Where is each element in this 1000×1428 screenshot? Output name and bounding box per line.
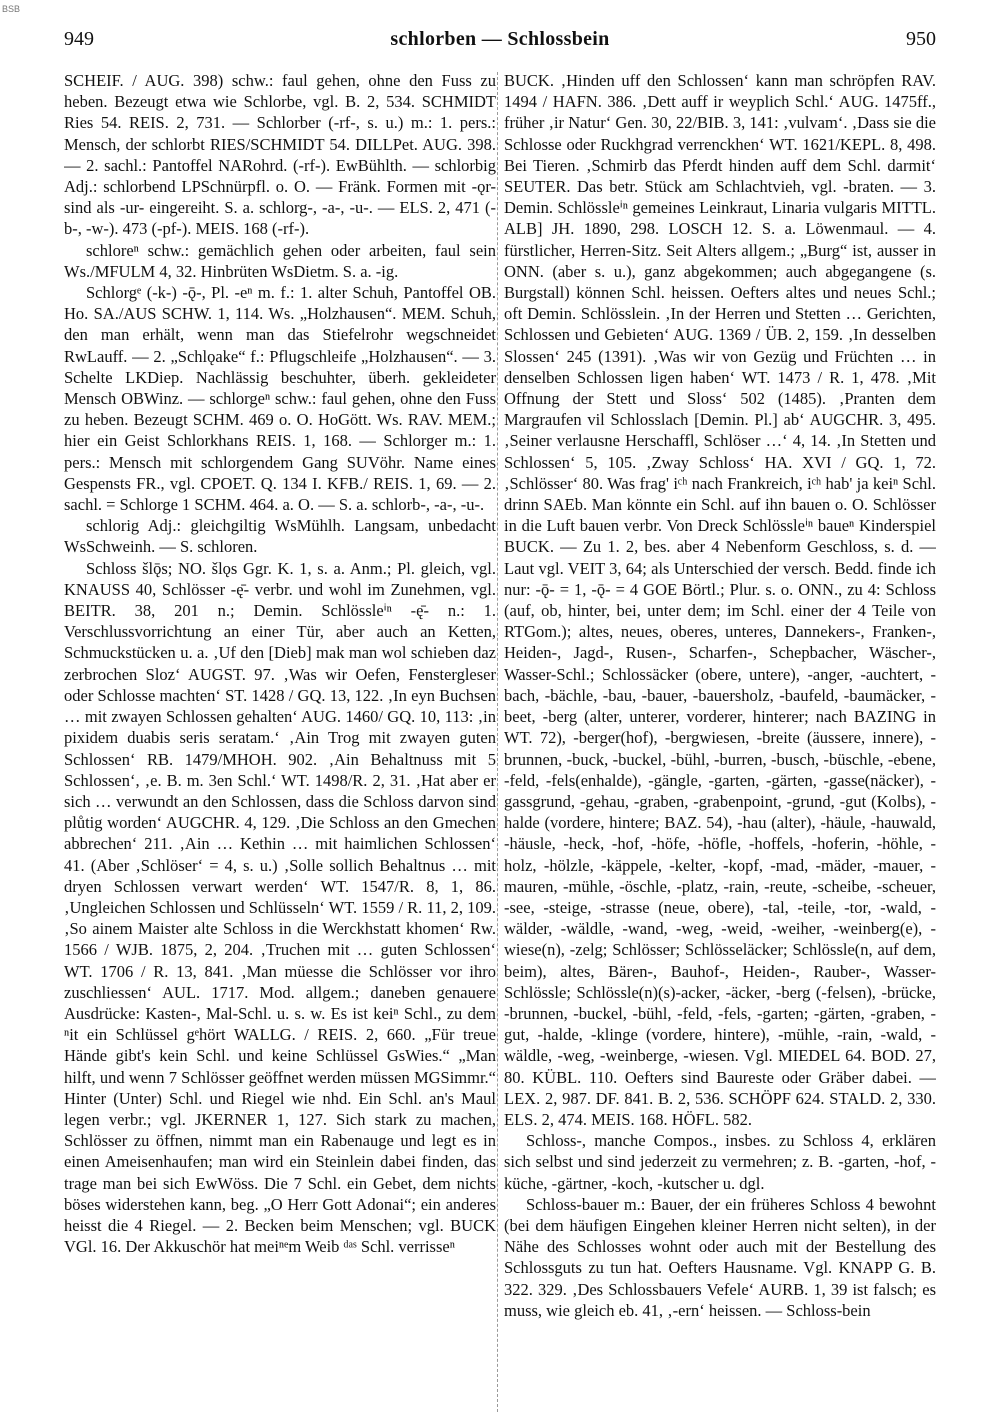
entry-schloren: schloreⁿ schw.: gemächlich gehen oder arbeiten, faul sein Ws./MFULM 4, 32. Hinbrüten WsDietm. S. a. -ig. [64, 240, 496, 281]
entry-continuation-schlorben: SCHEIF. / AUG. 398) schw.: faul gehen, ohne den Fuss zu heben. Bezeugt etwa wie Schlorbe, vgl. B. 2, 534. SCHMIDT Ries 54. REIS. 2, 731. — Schlorber (-rf-, s. u.) m.: 1. pers.: Mensch, der schlorbt RIES/SCHMIDT 54. DILLPet. AUG. 398. — 2. sachl.: Pantoffel NARohrd. (-rf-). EwBühlth. — schlorbig Adj.: schlorbend LPSchnürpfl. o. O. — Fränk. Formen mit -ǫr- sind als -ur- eingereiht. S. a. schlorg-, -a-, -u-. — ELS. 2, 471 (-b-, -w-). 473 (-pf-). MEIS. 168 (-rf-). [64, 71, 496, 239]
right-column [504, 70, 936, 1420]
entry-schloss: Schloss šlǭs; NO. šlǫs Ggr. K. 1, s. a. Anm.; Pl. gleich, vgl. KNAUSS 40, Schlösser -ę̄- verbr. und wohl im Zunehmen, vgl. BEITR. 38, 201 n.; Demin. Schlössleⁱⁿ -ę̄- n.: 1. Verschlussvorrichtung an einer Tür, aber auch an Ketten, Schmuckstücken u. a. ‚Uf den [Dieb] mak man wol schieben daz zerbrochen Sloz‘ AUGST. 97. ‚Was wir Oefen, Fenstergleser oder Schlosse machten‘ ST. 1428 / GQ. 13, 122. ‚In eyn Buchsen … mit zwayen Schlossen gehalten‘ AUG. 1460/ GQ. 10, 113: ‚in pixidem duabis seris seratam.‘ ‚Ain Trog mit zwayen guten Schlossen‘ RB. 1479/MHOH. 902. ‚Ain Behaltnuss mit 5 Schlossen‘, ‚e. B. m. 3en Schl.‘ WT. 1498/R. 2, 31. ‚Hat aber er sich … verwundt an den Schlossen, dass die Schloss darvon sind plůtig worden‘ AUGCHR. 4, 129. ‚Die Schloss an den Gmechen abbrechen‘ 211. ‚Ain … Kethin … mit haimlichen Schlossen‘ 41. (Aber ‚Schlöser‘ = 4, s. u.) ‚Solle sollich Behaltnus … mit dryen Schlossen verwart werden‘ WT. 1547/R. 8, 1, 86. ‚Ungleichen Schlossen und Schlüsseln‘ WT. 1559 / R. 11, 2, 109. ‚So ainem Maister alte Schloss in die Werckhstatt khomen‘ Rw. 1566 / WJB. 1875, 2, 204. ‚Truchen mit … guten Schlossen‘ WT. 1706 / R. 13, 841. ‚Man müesse die Schlösser vor ihro zuschliessen‘ AUL. 1717. Mod. allgem.; daneben genauere Ausdrücke: Kasten-, Mal-Schl. u. s. w. Es ist keiⁿ Schl., zu dem ⁿit ein Schlüssel gᵉhört WALLG. / REIS. 2, 660. „Für treue Hände gibt's kein Schl. und keine Schlüssel GsWies.“ „Man hilft, und wenn 7 Schlösser geöffnet werden müssen MGSimmr.“ Hinter (Unter) Schl. und Riegel wie nhd. Ein Schl. an's Maul legen verbr.; vgl. JKERNER 1, 127. Sich stark zu machen, Schlösser zu öffnen, nimmt man ein Rabenauge und legt es in einen Ameisenhaufen; man wird ein Steinlein dabei finden, das trage man bei sich EwWöss. Die 7 Schl. ein Gebet, dem nichts böses widerstehen kann, beg. „O Herr Gott Adonai“; ein anderes heisst die 4 Riegel. — 2. Becken beim Menschen; vgl. BUCK VGl. 16. Der Akkuschör hat meiⁿᵉm Weib ᵈᵃˢ Schl. verrisseⁿ [64, 558, 496, 1257]
entry-schlorig: schlorig Adj.: gleichgiltig WsMühlh. Langsam, unbedacht WsSchweinh. — S. schloren. [64, 516, 496, 557]
entry-schlorge: Schlorgᵉ (-k-) -ǭ-, Pl. -eⁿ m. f.: 1. alter Schuh, Pantoffel OB. Ho. SA./AUS SCHW. 1, 114. Ws. „Holzhausen“. MEM. Schuh, den man erhält, wenn man das Stiefelrohr wegschneidet RwLauff. — 2. „Schlǫake“ f.: Pflugschleife „Holzhausen“. — 3. Schelte LKDiep. Nachlässig beschuhter, überh. gekleideter Mensch OBWinz. — schlorgeⁿ schw.: faul gehen, ohne den Fuss zu heben. Bezeugt SCHM. 469 o. O. HoGött. Ws. RAV. MEM.; hier ein Geist Schlorkhans REIS. 1, 168. — Schlorger m.: 1. pers.: Mensch mit schlorgendem Gang SUVöhr. Name eines Gespensts FR., vgl. CPOET. Q. 134 I. KFB./ REIS. 1, 69. — 2. sachl. = Schlorge 1 SCHM. 464. a. O. — S. a. schlorb-, -a-, -u-. [64, 283, 496, 515]
left-column [64, 70, 496, 1420]
page-number-left: 949 [64, 28, 94, 50]
column-divider [497, 72, 498, 1412]
running-title: schlorben — Schlossbein [390, 28, 610, 50]
entry-continuation-schloss: BUCK. ‚Hinden uff den Schlossen‘ kann man schröpfen RAV. 1494 / HAFN. 386. ‚Dett auff ir weyplich Schl.‘ AUG. 1475ff., früher ‚ir Natur‘ Gen. 30, 22/BIB. 3, 141: ‚vulvam‘. ‚Dass sie die Schlosse oder Ruckhgrad verrenckhen‘ WT. 1621/KEPL. 8, 498. Bei Tieren. ‚Schmirb das Pferdt hinden auff dem Schl. darmit‘ SEUTER. Das betr. Stück am Schlachtvieh, vgl. -braten. — 3. Demin. Schlössleⁱⁿ gemeines Leinkraut, Linaria vulgaris MITTL. ALB] JH. 1890, 298. LOSCH 12. S. a. Löwenmaul. — 4. fürstlicher, Herren-Sitz. Seit Alters allgem.; „Burg“ ist, ausser in ONN. (aber s. u.), ganz abgekommen; auch abgegangene (s. Burgstall) können Schl. heissen. Oefters altes und neues Schl.; oft Demin. Schlösslein. ‚In der Herren und Stetten … Gerichten, Schlossen und Gebieten‘ AUG. 1369 / ÜB. 2, 159. ‚In desselben Slossen‘ 245 (1391). ‚Was wir von Gezüg und Früchten … in denselben Schlossen ligen haben‘ WT. 1473 / R. 1, 478. ‚Mit Offnung der Stett und Sloss‘ 502 (1485). ‚Pranten dem Margraufen vil Schlosslach [Demin. Pl.] ab‘ AUGCHR. 3, 495. ‚Seiner verlausne Herschaffl, Schlöser …‘ 4, 14. ‚In Stetten und Schlossen‘ 5, 105. ‚Zway Schloss‘ HA. XVI / GQ. 1, 72. ‚Schlösser‘ 80. Was frag' iᶜʰ nach Frankreich, iᶜʰ hab' ja keiⁿ Schl. drinn SAEb. Man könnte ein Schl. auf ihn bauen o. O. Schlösser in die Luft bauen verbr. Von Dreck Schlössleⁱⁿ baueⁿ Kinderspiel BUCK. — Zu 1. 2, bes. aber 4 Nebenform Geschloss, s. d. — Laut vgl. VEIT 3, 64; als Unterschied der versch. Bedd. finde ich nur: -ǭ- = 1, -ǭ- = 4 GOE Börtl.; Plur. s. o. ONN., zu 4: Schloss (auf, ob, hinter, bei, unter dem; im Schl. einer der 4 Teile von RTGom.); altes, neues, oberes, unteres, Dannekers-, Franken-, Heiden-, Jagd-, Rusen-, Scharfen-, Schepbacher, Wäscher-, Wasser-Schl.; Schlossäcker (obere, untere), -anger, -auchtert, -bach, -bächle, -bau, -bauer, -bauersholz, -baufeld, -baumäcker, -beet, -berg (alter, unterer, vorderer, hinterer; nach BAZING in WT. 72), -berger(hof), -bergwiesen, -breite (äussere, innere), -brunnen, -buck, -buckel, -bühl, -burren, -busch, -büschle, -ebene, -feld, -fels(enhalde), -gängle, -garten, -gärten, -gasse(näcker), -gassgrund, -gehau, -graben, -grabenpoint, -grund, -gut (Kolbs), -halde (vordere, hintere; BAZ. 54), -hau (alter), -häule, -hauwald, -häusle, -heck, -hof, -höfe, -höfle, -hoffels, -hoferin, -höhle, -holz, -hölzle, -käppele, -kelter, -kopf, -mad, -mäder, -mauer, -mauren, -mühle, -öschle, -platz, -rain, -reute, -scheibe, -scheuer, -see, -steige, -strasse (neue, obere), -tal, -teile, -tor, -wald, -wälder, -wäldle, -wand, -weg, -weid, -weiher, -weinberg(e), -wiese(n), -zelg; Schlösser; Schlösseläcker; Schlössle(n, auf dem, beim), altes, Bären-, Bauhof-, Heiden-, Rauber-, Wasser-Schlössle; Schlössle(n)(s)-acker, -äcker, -berg (-felsen), -brücke, -brunnen, -buckel, -bühl, -feld, -fels, -garten; -gärten, -graben, -gut, -halde, -klinge (vordere, hintere), -mühle, -rain, -wald, -wäldle, -weg, -weinberge, -wiesen. Vgl. MIEDEL 64. BOD. 27, 80. KÜBL. 110. Oefters sind Baureste oder Gräber dabei. — LEX. 2, 987. DF. 841. B. 2, 536. SCHÖPF 624. STALD. 2, 330. ELS. 2, 474. MEIS. 168. HÖFL. 582. [504, 71, 936, 1129]
entry-schloss-compounds: Schloss-, manche Compos., insbes. zu Schloss 4, erklären sich selbst und sind jederzeit zu vermehren; z. B. -garten, -hof, -küche, -gärtner, -koch, -kutscher u. dgl. [504, 1131, 936, 1193]
entry-schloss-bauer: Schloss-bauer m.: Bauer, der ein früheres Schloss 4 bewohnt (bei dem häufigen Eingehen kleiner Herren nicht selten), in der Nähe des Schlosses wohnt oder auch mit der Bestellung des Schlossguts zu tun hat. Oefters Hausname. Vgl. KNAPP G. B. 322. 329. ‚Des Schlossbauers Vefele‘ AURB. 1, 39 ist falsch; es muss, wie gleich eb. 41, ‚-ern‘ heissen. — Schloss-bein [504, 1194, 936, 1320]
page-number-right: 950 [906, 28, 936, 50]
page-header [64, 28, 936, 58]
library-stamp: BSB [2, 4, 21, 14]
